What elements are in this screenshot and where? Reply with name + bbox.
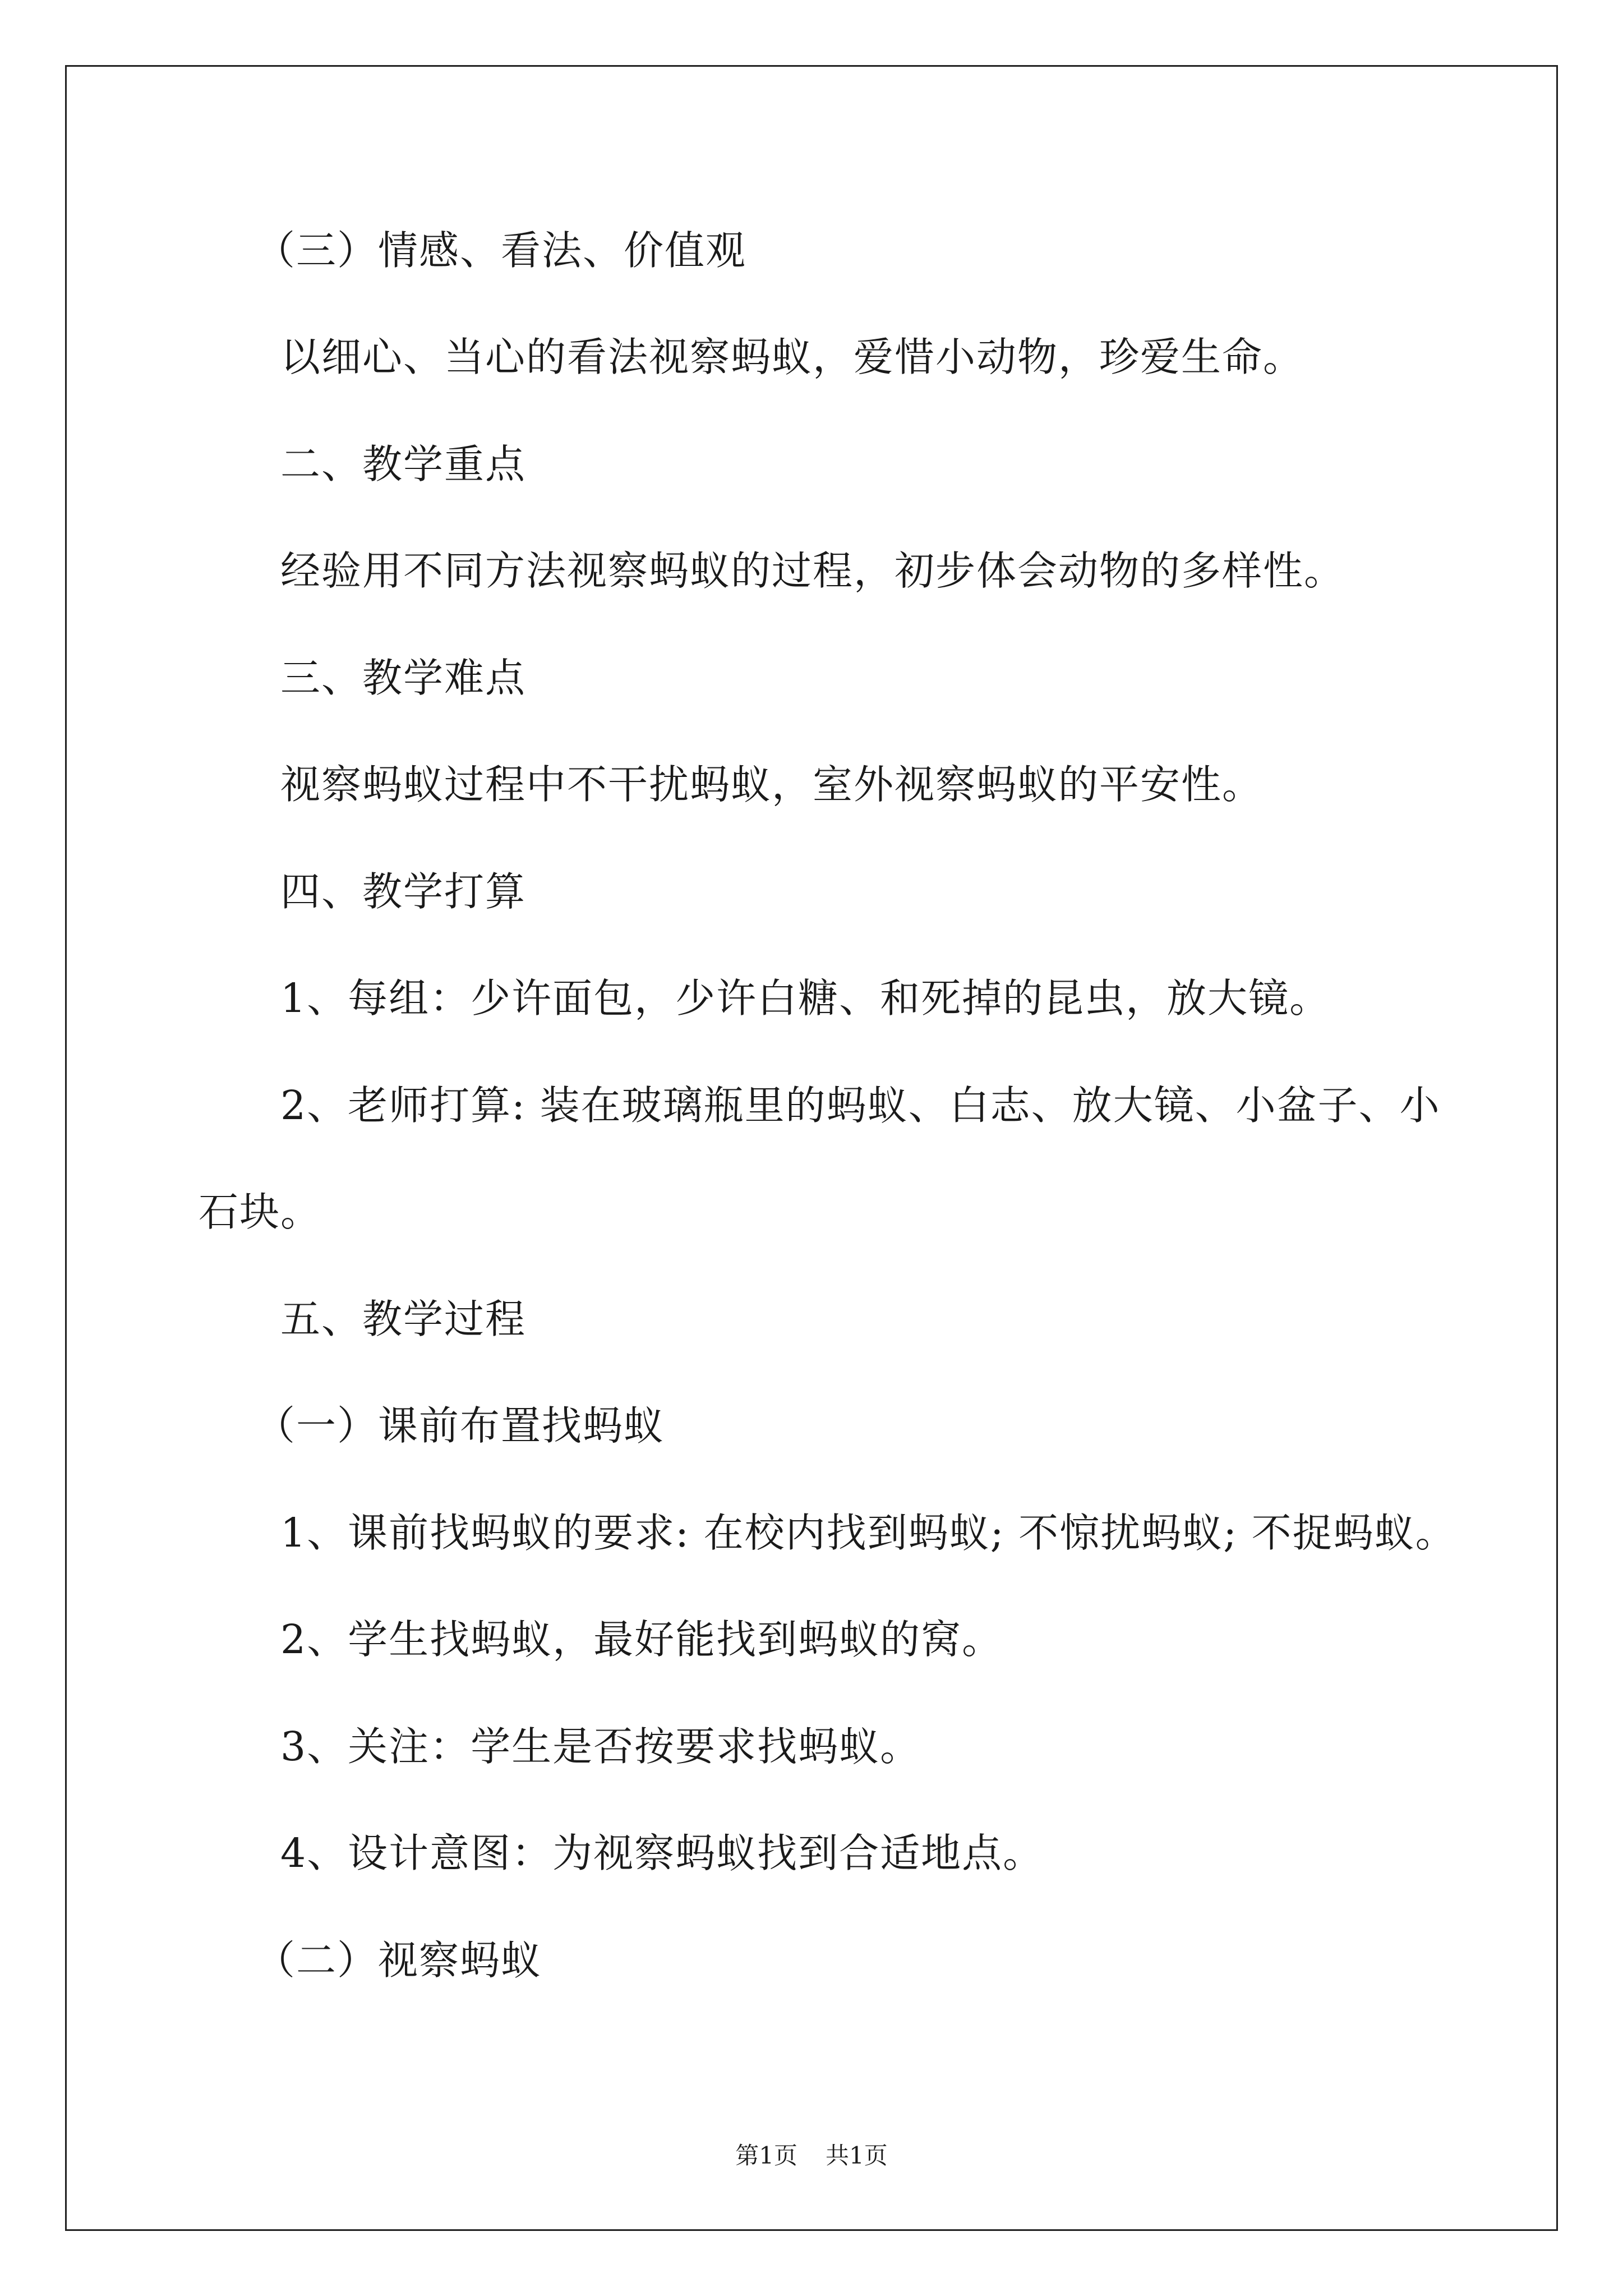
list-item-preparation-1: 1、每组：少许面包，少许白糖、和死掉的昆虫，放大镜。 [280, 975, 1331, 1022]
page-number-current: 第1页 [735, 2142, 797, 2169]
page-footer [0, 2142, 1623, 2170]
list-item-process-2: 2、学生找蚂蚁，最好能找到蚂蚁的窝。 [280, 1616, 1003, 1663]
paragraph-teaching-difficulty: 视察蚂蚁过程中不干扰蚂蚁，室外视察蚂蚁的平安性。 [280, 761, 1264, 808]
list-item-process-1: 1、课前找蚂蚁的要求: 在校内找到蚂蚁; 不惊扰蚂蚁; 不捉蚂蚁。 [280, 1510, 1456, 1556]
heading-observe-ants: （二）视察蚂蚁 [255, 1937, 542, 1984]
list-item-process-3: 3、关注：学生是否按要求找蚂蚁。 [280, 1723, 921, 1770]
page-number-total: 共1页 [826, 2142, 888, 2169]
paragraph-teaching-focus: 经验用不同方法视察蚂蚁的过程，初步体会动物的多样性。 [280, 547, 1345, 594]
heading-teaching-preparation: 四、教学打算 [280, 868, 527, 915]
page-border [65, 65, 1558, 2231]
paragraph-emotion-goal: 以细心、当心的看法视察蚂蚁，爱惜小动物，珍爱生命。 [280, 334, 1304, 380]
list-item-preparation-2-continued: 石块。 [199, 1189, 322, 1235]
heading-find-ants: （一）课前布置找蚂蚁 [255, 1402, 665, 1449]
list-item-process-4: 4、设计意图：为视察蚂蚁找到合适地点。 [280, 1830, 1044, 1876]
list-item-preparation-2: 2、老师打算: 装在玻璃瓶里的蚂蚁、白志、放大镜、小盆子、小 [280, 1082, 1441, 1129]
heading-emotion-values: （三）情感、看法、价值观 [255, 227, 747, 274]
heading-teaching-process: 五、教学过程 [280, 1296, 527, 1342]
heading-teaching-focus: 二、教学重点 [280, 441, 527, 487]
heading-teaching-difficulty: 三、教学难点 [280, 655, 527, 701]
